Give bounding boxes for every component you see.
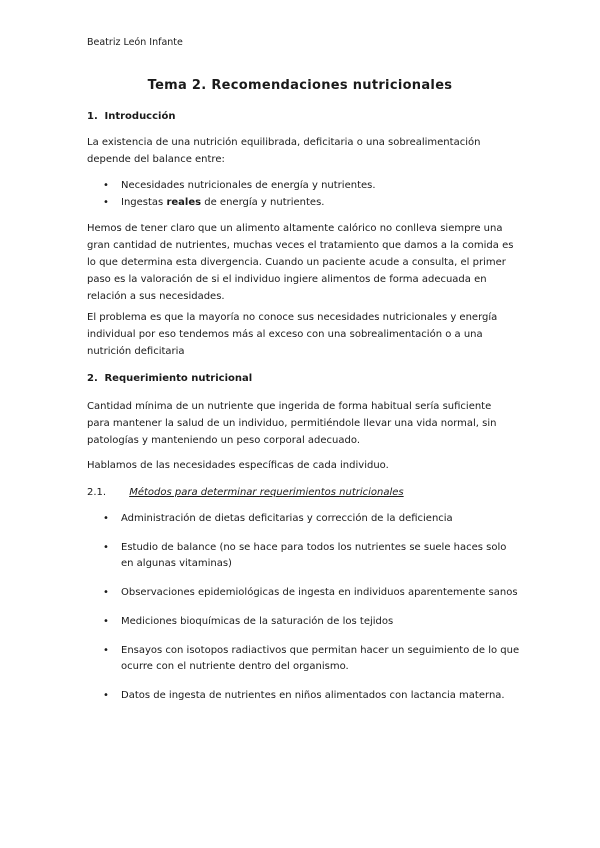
bullet-icon: • bbox=[103, 542, 109, 553]
list-item: • Estudio de balance (no se hace para todos los nutrientes se suele haces solo en algunas vitaminas) bbox=[103, 542, 507, 569]
section-2-number: 2. bbox=[87, 373, 98, 384]
bullet-icon: • bbox=[103, 513, 109, 524]
subsection-2-1-heading bbox=[87, 487, 404, 498]
subsection-number: 2.1. bbox=[87, 487, 107, 498]
section-1-paragraph-3: El problema es que la mayoría no conoce sus necesidades nutricionales y energía individual por eso tendemos más al exceso con una sobrealimentación o a una nutrición deficitaria bbox=[87, 312, 498, 357]
section-2-paragraph-1: Cantidad mínima de un nutriente que ingerida de forma habitual sería suficiente para mantener la salud de un individuo, permitiéndole llevar una vida normal, sin patologías y manteniendo un peso corporal adecuado. bbox=[87, 401, 497, 446]
subsection-title: Métodos para determinar requerimientos nutricionales bbox=[129, 487, 404, 498]
section-2-title: Requerimiento nutricional bbox=[104, 373, 253, 384]
list-item: • Datos de ingesta de nutrientes en niños alimentados con lactancia materna. bbox=[87, 688, 522, 704]
methods-bullet-list bbox=[87, 511, 522, 717]
bullet-icon: • bbox=[103, 690, 109, 701]
section-1-title: Introducción bbox=[104, 111, 176, 122]
list-item: • Ingestas reales de energía y nutrientes. bbox=[87, 194, 517, 211]
list-item: • Mediciones bioquímicas de la saturación de los tejidos bbox=[87, 614, 522, 630]
list-item: • Ensayos con isotopos radiactivos que permitan hacer un seguimiento de lo que ocurre con el nutriente dentro del organismo. bbox=[103, 645, 520, 672]
list-item: • Necesidades nutricionales de energía y nutrientes. bbox=[87, 177, 517, 194]
section-1-bullet-list bbox=[87, 177, 517, 211]
section-1-number: 1. bbox=[87, 111, 98, 122]
bullet-icon: • bbox=[103, 180, 109, 191]
emphasis-text: reales bbox=[166, 197, 202, 208]
list-item: • Administración de dietas deficitarias y corrección de la deficiencia bbox=[87, 511, 522, 527]
section-1-paragraph-2: Hemos de tener claro que un alimento altamente calórico no conlleva siempre una gran cantidad de nutrientes, muchas veces el tratamiento que damos a la comida es lo que determina esta divergencia. Cuando un paciente acude a consulta, el primer paso es la valoración de si el individuo ingiere alimentos de forma adecuada en relación a sus necesidades. bbox=[87, 223, 514, 302]
bullet-icon: • bbox=[103, 645, 109, 656]
bullet-icon: • bbox=[103, 197, 109, 208]
section-2-heading bbox=[87, 370, 517, 387]
bullet-icon: • bbox=[103, 616, 109, 627]
section-1-heading bbox=[87, 108, 517, 125]
section-2-paragraph-2: Hablamos de las necesidades específicas de cada individuo. bbox=[87, 460, 389, 471]
bullet-icon: • bbox=[103, 587, 109, 598]
header-author: Beatriz León Infante bbox=[87, 37, 183, 48]
list-item: • Observaciones epidemiológicas de ingesta en individuos aparentemente sanos bbox=[87, 585, 522, 601]
page-title: Tema 2. Recomendaciones nutricionales bbox=[147, 78, 453, 93]
section-1-intro: La existencia de una nutrición equilibrada, deficitaria o una sobrealimentación depende del balance entre: bbox=[87, 137, 481, 165]
